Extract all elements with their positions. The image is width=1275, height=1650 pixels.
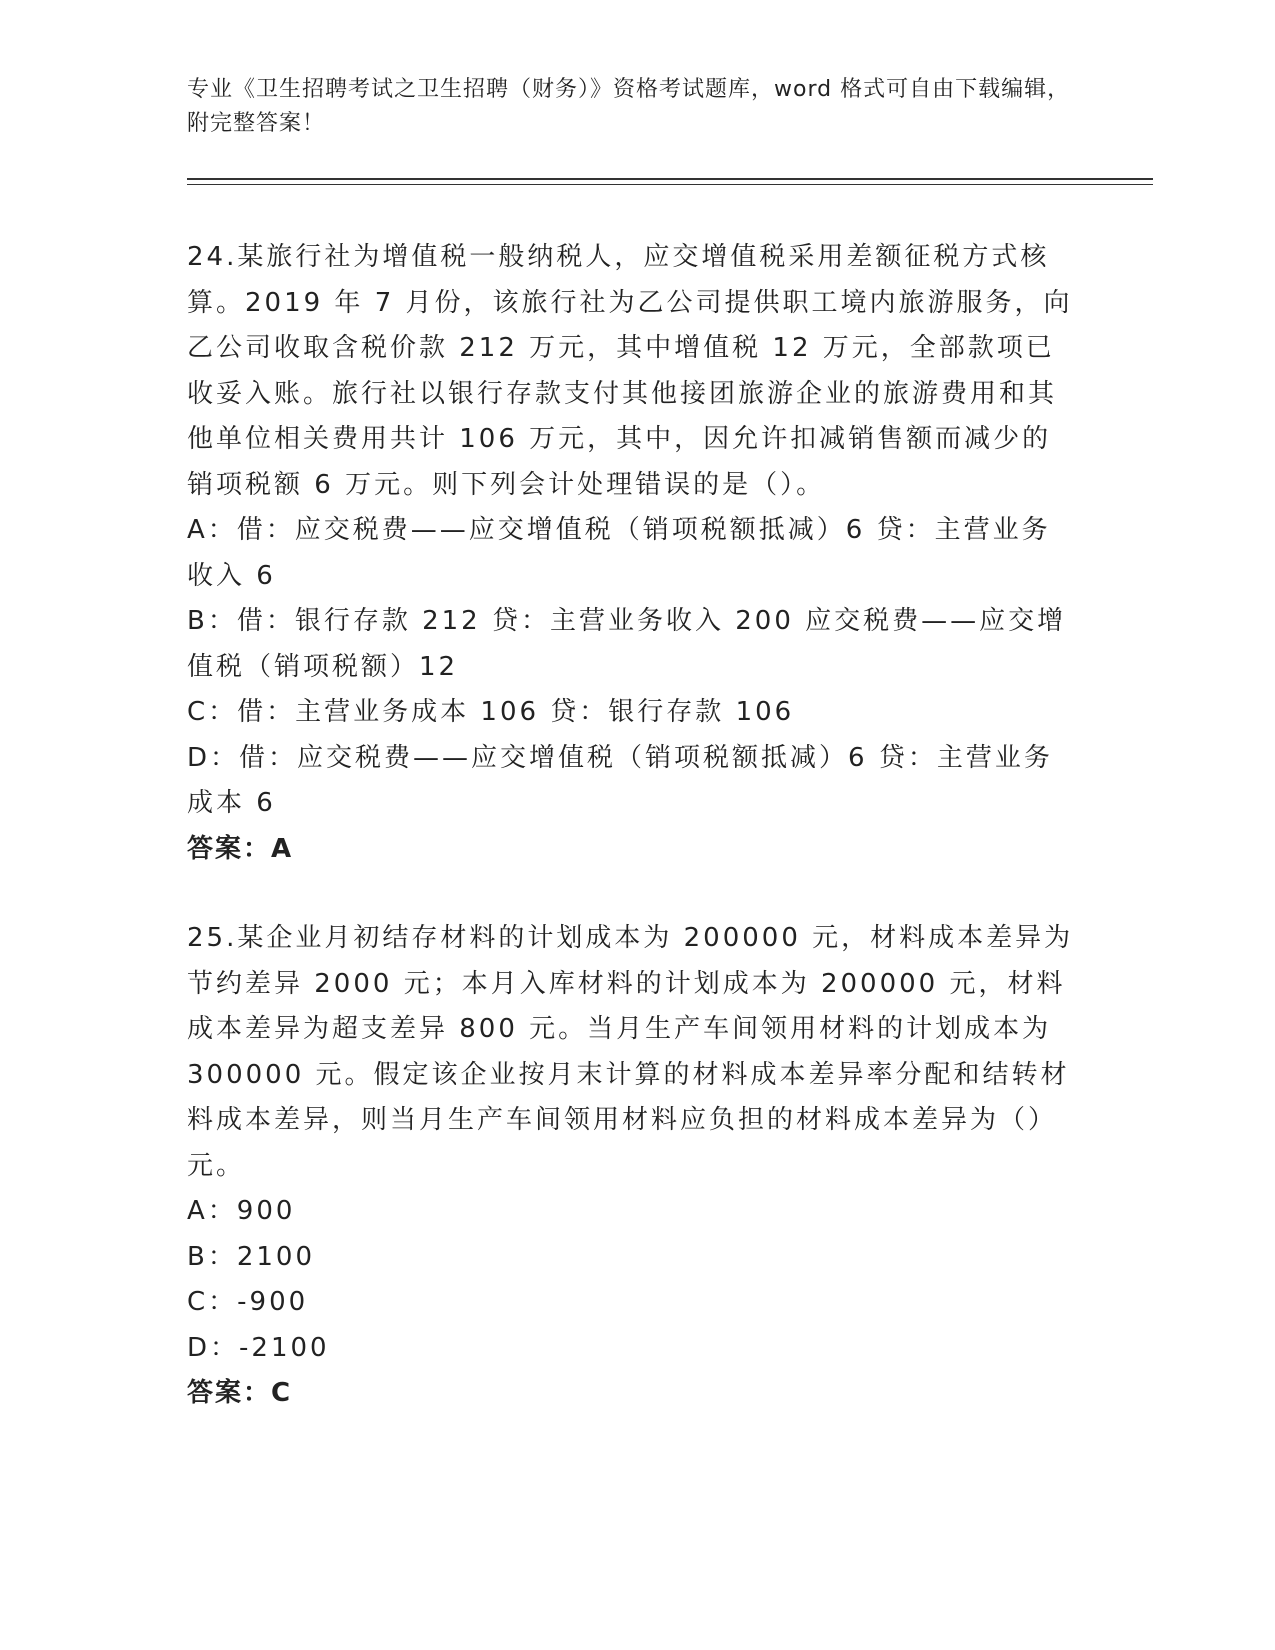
answer-label: 答案：C (187, 1378, 293, 1408)
question-25 (187, 916, 1077, 1417)
header-divider-thin (187, 184, 1153, 185)
option-c: C：借：主营业务成本 106 贷：银行存款 106 (187, 697, 795, 727)
option-a: A：900 (187, 1196, 296, 1226)
option-d: D：-2100 (187, 1332, 330, 1363)
option-a: A：借：应交税费——应交增值税（销项税额抵减）6 贷：主营业务收入 6 (187, 515, 1051, 591)
question-stem: 24.某旅行社为增值税一般纳税人，应交增值税采用差额征税方式核算。2019 年 7 月份，该旅行社为乙公司提供职工境内旅游服务，向乙公司收取含税价款 212 万元，其中增值税 12 万元，全部款项已收妥入账。旅行社以银行存款支付其他接团旅游企业的旅游费用和其他单位相关费用共计 106 万元，其中，因允许扣减销售额而减少的销项税额 6 万元。则下列会计处理错误的是（）。 (187, 242, 1073, 500)
header-text: 专业《卫生招聘考试之卫生招聘（财务）》资格考试题库，word 格式可自由下载编辑，附完整答案！ (187, 77, 1071, 136)
option-d: D：借：应交税费——应交增值税（销项税额抵减）6 贷：主营业务成本 6 (187, 742, 1053, 818)
document-header (187, 73, 1087, 141)
option-c: C：-900 (187, 1287, 309, 1317)
option-b: B：2100 (187, 1241, 316, 1272)
option-b: B：借：银行存款 212 贷：主营业务收入 200 应交税费——应交增值税（销项税额）12 (187, 606, 1067, 682)
question-stem: 25.某企业月初结存材料的计划成本为 200000 元，材料成本差异为节约差异 2000 元；本月入库材料的计划成本为 200000 元，材料成本差异为超支差异 800 元。当月生产车间领用材料的计划成本为 300000 元。假定该企业按月末计算的材料成本差异率分配和结转材料成本差异，则当月生产车间领用材料应负担的材料成本差异为（）元。 (187, 923, 1074, 1181)
header-divider-thick (187, 178, 1153, 180)
answer-label: 答案：A (187, 833, 294, 864)
question-24 (187, 235, 1077, 872)
